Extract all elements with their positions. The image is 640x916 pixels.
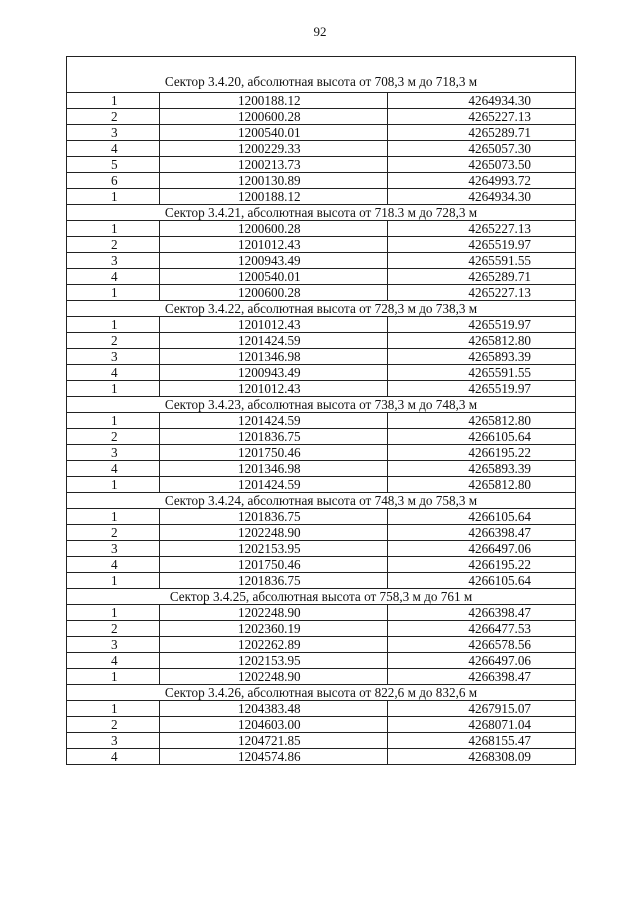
y-coordinate-cell: 4266105.64 <box>388 509 576 525</box>
point-number-cell: 3 <box>67 253 160 269</box>
table-row <box>67 349 576 365</box>
y-coordinate-cell: 4265591.55 <box>388 365 576 381</box>
y-coordinate-cell: 4267915.07 <box>388 701 576 717</box>
table-row <box>67 621 576 637</box>
point-number-cell: 1 <box>67 573 160 589</box>
table-row <box>67 253 576 269</box>
table-row <box>67 573 576 589</box>
y-coordinate-cell: 4265289.71 <box>388 125 576 141</box>
table-row <box>67 317 576 333</box>
x-coordinate-cell: 1202153.95 <box>160 653 388 669</box>
y-coordinate-cell: 4265227.13 <box>388 221 576 237</box>
table-row <box>67 541 576 557</box>
y-coordinate-cell: 4265227.13 <box>388 109 576 125</box>
y-coordinate-cell: 4266497.06 <box>388 653 576 669</box>
point-number-cell: 2 <box>67 429 160 445</box>
y-coordinate-cell: 4268071.04 <box>388 717 576 733</box>
y-coordinate-cell: 4265893.39 <box>388 461 576 477</box>
x-coordinate-cell: 1200188.12 <box>160 189 388 205</box>
table-row <box>67 605 576 621</box>
point-number-cell: 1 <box>67 285 160 301</box>
table-row <box>67 461 576 477</box>
table-row <box>67 669 576 685</box>
y-coordinate-cell: 4264934.30 <box>388 93 576 109</box>
table-row <box>67 125 576 141</box>
y-coordinate-cell: 4265812.80 <box>388 333 576 349</box>
y-coordinate-cell: 4266105.64 <box>388 573 576 589</box>
x-coordinate-cell: 1204574.86 <box>160 749 388 765</box>
x-coordinate-cell: 1201012.43 <box>160 317 388 333</box>
x-coordinate-cell: 1202153.95 <box>160 541 388 557</box>
y-coordinate-cell: 4265591.55 <box>388 253 576 269</box>
table-row <box>67 733 576 749</box>
table-row <box>67 749 576 765</box>
point-number-cell: 4 <box>67 653 160 669</box>
point-number-cell: 1 <box>67 701 160 717</box>
y-coordinate-cell: 4265519.97 <box>388 317 576 333</box>
x-coordinate-cell: 1202360.19 <box>160 621 388 637</box>
x-coordinate-cell: 1204603.00 <box>160 717 388 733</box>
point-number-cell: 1 <box>67 189 160 205</box>
table-row <box>67 365 576 381</box>
point-number-cell: 1 <box>67 93 160 109</box>
x-coordinate-cell: 1202248.90 <box>160 605 388 621</box>
table-row <box>67 413 576 429</box>
point-number-cell: 4 <box>67 365 160 381</box>
y-coordinate-cell: 4265057.30 <box>388 141 576 157</box>
point-number-cell: 1 <box>67 669 160 685</box>
sector-header-row <box>67 57 576 93</box>
point-number-cell: 2 <box>67 333 160 349</box>
point-number-cell: 4 <box>67 141 160 157</box>
y-coordinate-cell: 4265227.13 <box>388 285 576 301</box>
x-coordinate-cell: 1200130.89 <box>160 173 388 189</box>
table-row <box>67 509 576 525</box>
y-coordinate-cell: 4266398.47 <box>388 669 576 685</box>
point-number-cell: 3 <box>67 125 160 141</box>
sector-header-row <box>67 205 576 221</box>
x-coordinate-cell: 1201346.98 <box>160 349 388 365</box>
point-number-cell: 3 <box>67 349 160 365</box>
table-row <box>67 525 576 541</box>
table-row <box>67 141 576 157</box>
table-row <box>67 189 576 205</box>
table-row <box>67 93 576 109</box>
x-coordinate-cell: 1201836.75 <box>160 573 388 589</box>
point-number-cell: 4 <box>67 461 160 477</box>
point-number-cell: 1 <box>67 605 160 621</box>
x-coordinate-cell: 1201012.43 <box>160 237 388 253</box>
point-number-cell: 3 <box>67 445 160 461</box>
x-coordinate-cell: 1202248.90 <box>160 525 388 541</box>
point-number-cell: 2 <box>67 109 160 125</box>
y-coordinate-cell: 4265893.39 <box>388 349 576 365</box>
sector-title: Сектор 3.4.24, абсолютная высота от 748,3 м до 758,3 м <box>67 493 576 509</box>
point-number-cell: 6 <box>67 173 160 189</box>
sector-header-row <box>67 301 576 317</box>
sector-header-row <box>67 397 576 413</box>
y-coordinate-cell: 4265289.71 <box>388 269 576 285</box>
x-coordinate-cell: 1200213.73 <box>160 157 388 173</box>
sector-title: Сектор 3.4.21, абсолютная высота от 718.3 м до 728,3 м <box>67 205 576 221</box>
sector-title: Сектор 3.4.23, абсолютная высота от 738,3 м до 748,3 м <box>67 397 576 413</box>
point-number-cell: 4 <box>67 269 160 285</box>
point-number-cell: 2 <box>67 525 160 541</box>
y-coordinate-cell: 4266578.56 <box>388 637 576 653</box>
y-coordinate-cell: 4266398.47 <box>388 525 576 541</box>
point-number-cell: 2 <box>67 717 160 733</box>
x-coordinate-cell: 1200943.49 <box>160 365 388 381</box>
y-coordinate-cell: 4266497.06 <box>388 541 576 557</box>
table-row <box>67 285 576 301</box>
table-row <box>67 173 576 189</box>
x-coordinate-cell: 1201012.43 <box>160 381 388 397</box>
x-coordinate-cell: 1201750.46 <box>160 445 388 461</box>
x-coordinate-cell: 1200229.33 <box>160 141 388 157</box>
x-coordinate-cell: 1200600.28 <box>160 221 388 237</box>
point-number-cell: 3 <box>67 733 160 749</box>
table-row <box>67 637 576 653</box>
y-coordinate-cell: 4265519.97 <box>388 381 576 397</box>
table-row <box>67 333 576 349</box>
point-number-cell: 1 <box>67 317 160 333</box>
y-coordinate-cell: 4268155.47 <box>388 733 576 749</box>
table-row <box>67 157 576 173</box>
x-coordinate-cell: 1201346.98 <box>160 461 388 477</box>
table-row <box>67 653 576 669</box>
table-row <box>67 477 576 493</box>
table-row <box>67 445 576 461</box>
point-number-cell: 3 <box>67 541 160 557</box>
table-row <box>67 237 576 253</box>
sector-header-row <box>67 685 576 701</box>
x-coordinate-cell: 1201424.59 <box>160 333 388 349</box>
point-number-cell: 1 <box>67 381 160 397</box>
y-coordinate-cell: 4268308.09 <box>388 749 576 765</box>
point-number-cell: 3 <box>67 637 160 653</box>
table-row <box>67 109 576 125</box>
y-coordinate-cell: 4264934.30 <box>388 189 576 205</box>
y-coordinate-cell: 4266195.22 <box>388 445 576 461</box>
table-row <box>67 557 576 573</box>
x-coordinate-cell: 1202262.89 <box>160 637 388 653</box>
point-number-cell: 1 <box>67 221 160 237</box>
table-row <box>67 701 576 717</box>
x-coordinate-cell: 1201836.75 <box>160 429 388 445</box>
x-coordinate-cell: 1201836.75 <box>160 509 388 525</box>
y-coordinate-cell: 4264993.72 <box>388 173 576 189</box>
x-coordinate-cell: 1200600.28 <box>160 109 388 125</box>
x-coordinate-cell: 1201424.59 <box>160 413 388 429</box>
point-number-cell: 4 <box>67 557 160 573</box>
x-coordinate-cell: 1200943.49 <box>160 253 388 269</box>
y-coordinate-cell: 4266398.47 <box>388 605 576 621</box>
y-coordinate-cell: 4265073.50 <box>388 157 576 173</box>
x-coordinate-cell: 1200600.28 <box>160 285 388 301</box>
x-coordinate-cell: 1200540.01 <box>160 269 388 285</box>
sector-header-row <box>67 493 576 509</box>
point-number-cell: 2 <box>67 237 160 253</box>
sector-title: Сектор 3.4.26, абсолютная высота от 822,6 м до 832,6 м <box>67 685 576 701</box>
table-row <box>67 221 576 237</box>
coordinates-table <box>66 56 576 765</box>
point-number-cell: 2 <box>67 621 160 637</box>
x-coordinate-cell: 1201750.46 <box>160 557 388 573</box>
point-number-cell: 1 <box>67 509 160 525</box>
x-coordinate-cell: 1200540.01 <box>160 125 388 141</box>
x-coordinate-cell: 1200188.12 <box>160 93 388 109</box>
sector-title: Сектор 3.4.25, абсолютная высота от 758,3 м до 761 м <box>67 589 576 605</box>
table-row <box>67 381 576 397</box>
y-coordinate-cell: 4265812.80 <box>388 477 576 493</box>
x-coordinate-cell: 1204383.48 <box>160 701 388 717</box>
point-number-cell: 5 <box>67 157 160 173</box>
point-number-cell: 4 <box>67 749 160 765</box>
y-coordinate-cell: 4266105.64 <box>388 429 576 445</box>
y-coordinate-cell: 4266195.22 <box>388 557 576 573</box>
table-row <box>67 717 576 733</box>
y-coordinate-cell: 4265519.97 <box>388 237 576 253</box>
sector-header-row <box>67 589 576 605</box>
page-number: 92 <box>313 24 327 39</box>
point-number-cell: 1 <box>67 477 160 493</box>
x-coordinate-cell: 1201424.59 <box>160 477 388 493</box>
sector-title: Сектор 3.4.22, абсолютная высота от 728,3 м до 738,3 м <box>67 301 576 317</box>
table-row <box>67 269 576 285</box>
x-coordinate-cell: 1204721.85 <box>160 733 388 749</box>
table-row <box>67 429 576 445</box>
point-number-cell: 1 <box>67 413 160 429</box>
x-coordinate-cell: 1202248.90 <box>160 669 388 685</box>
y-coordinate-cell: 4265812.80 <box>388 413 576 429</box>
coordinates-table-body <box>67 57 576 765</box>
sector-title: Сектор 3.4.20, абсолютная высота от 708,3 м до 718,3 м <box>67 57 576 93</box>
y-coordinate-cell: 4266477.53 <box>388 621 576 637</box>
